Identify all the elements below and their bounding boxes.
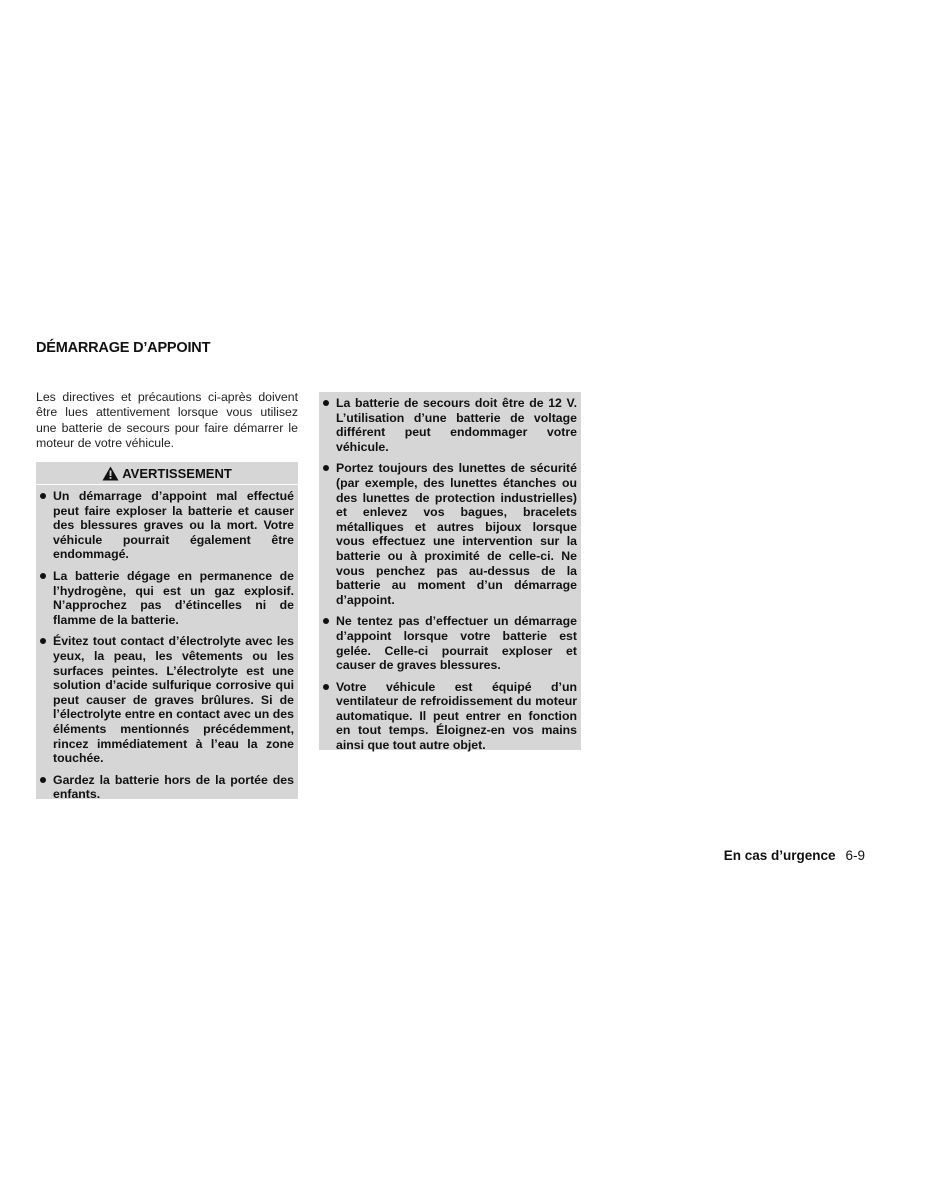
- warning-item: Gardez la batterie hors de la portée des enfants.: [36, 773, 294, 802]
- intro-paragraph: Les directives et précautions ci-après doivent être lues attentivement lorsque vous utilisez une batterie de secours pour faire démarrer le moteur de votre véhicule.: [36, 390, 298, 451]
- warning-item: Un démarrage d’appoint mal effectué peut faire exploser la batterie et causer des blessures graves ou la mort. Votre véhicule pourrait également être endommagé.: [36, 489, 294, 562]
- warning-item: La batterie de secours doit être de 12 V. L’utilisation d’une batterie de voltage différent peut endommager votre véhicule.: [319, 396, 577, 454]
- warning-list: [36, 485, 298, 813]
- chapter-title: En cas d’urgence: [723, 848, 836, 863]
- warning-item: Votre véhicule est équipé d’un ventilateur de refroidissement du moteur automatique. Il peut entrer en fonction en tout temps. Éloignez-en vos mains ainsi que tout autre objet.: [319, 680, 577, 753]
- warning-item: Ne tentez pas d’effectuer un démarrage d’appoint lorsque votre batterie est gelée. Celle-ci pourrait exploser et causer de graves blessures.: [319, 614, 577, 672]
- page-number: 6-9: [845, 848, 865, 863]
- warning-title: AVERTISSEMENT: [122, 465, 232, 481]
- warning-item: Évitez tout contact d’électrolyte avec les yeux, la peau, les vêtements ou les surfaces peintes. L’électrolyte est une solution d’acide sulfurique corrosive qui peut causer de graves brûlures. Si de l’électrolyte entre en contact avec un des éléments mentionnés précédemment, rincez immédiatement à l’eau la zone touchée.: [36, 634, 294, 765]
- warning-header: [36, 462, 298, 485]
- warning-box-continued: [319, 392, 581, 753]
- warning-item: Portez toujours des lunettes de sécurité (par exemple, des lunettes étanches ou des lunettes de protection industrielles) et enlevez vos bagues, bracelets métalliques et autres bijoux lorsque vous effectuez une intervention sur la batterie ou à proximité de celle-ci. Ne vous penchez pas au-dessus de la batterie au moment d’un démarrage d’appoint.: [319, 461, 577, 607]
- warning-list-continued: [319, 392, 581, 764]
- section-title: DÉMARRAGE D’APPOINT: [36, 340, 211, 356]
- warning-box: [36, 462, 298, 802]
- page-footer: [724, 848, 865, 863]
- warning-item: La batterie dégage en permanence de l’hydrogène, qui est un gaz explosif. N’approchez pas d’étincelles ni de flamme de la batterie.: [36, 569, 294, 627]
- warning-triangle-icon: [102, 466, 119, 481]
